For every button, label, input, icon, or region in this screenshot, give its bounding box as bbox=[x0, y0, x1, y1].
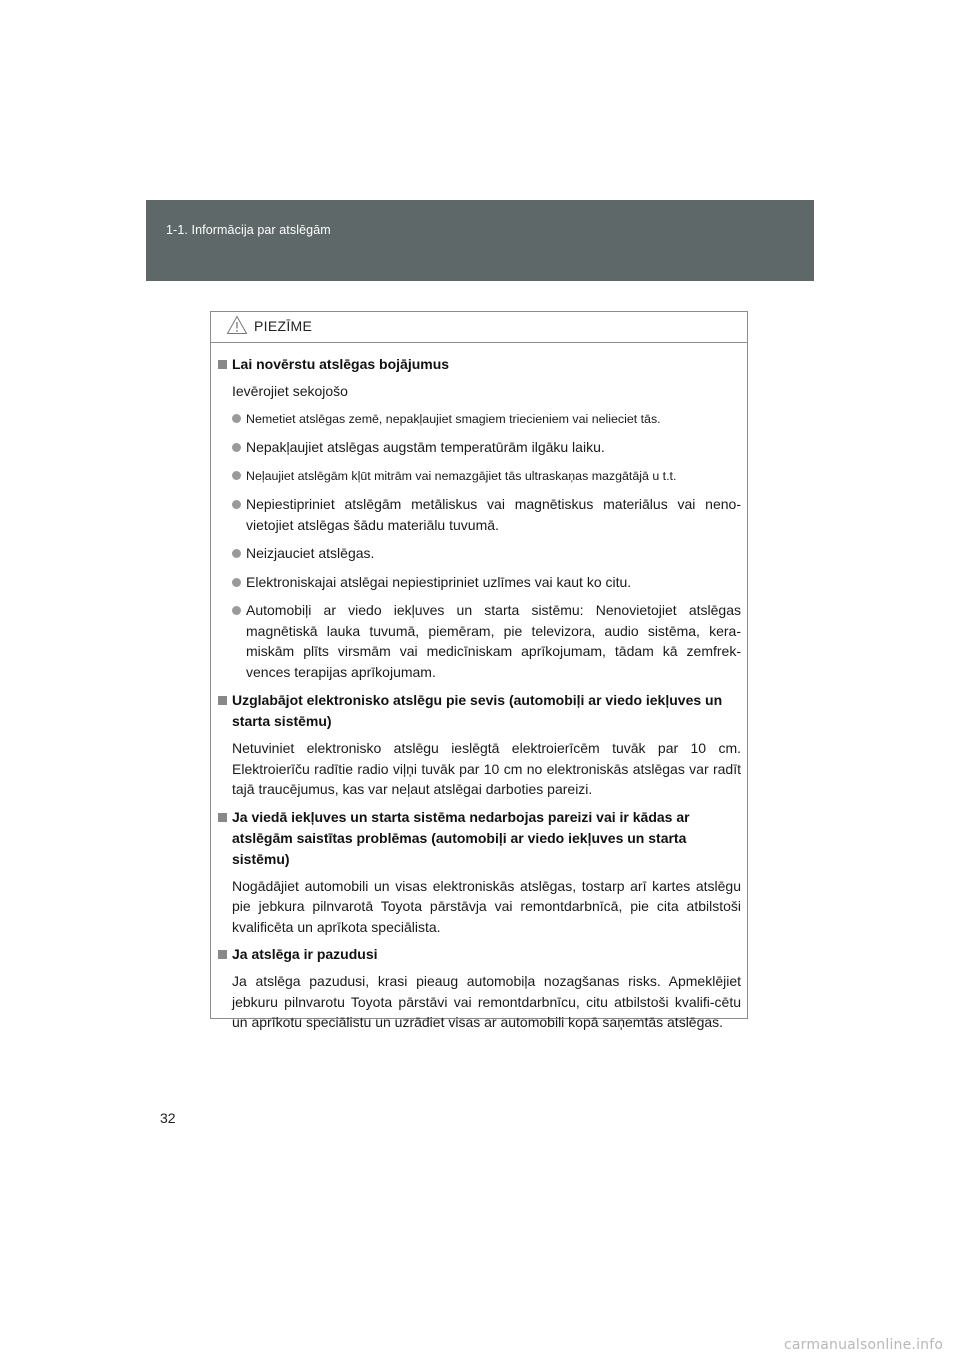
note-box bbox=[210, 311, 748, 1030]
section-heading: Lai novērstu atslēgas bojājumus bbox=[232, 356, 450, 372]
section-title: 1-1. Informācija par atslēgām bbox=[166, 223, 331, 237]
list-item: Automobiļi ar viedo iekļuves un starta sistēmu: Nenovietojiet atslēgas magnētiskā lauka tuvumā, piemēram, pie televizora, audio sistēma, kera-miskām plīts virsmām vai medicīniskam aprīkojumam, tādam kā zemfrek-vences terapijas aprīkojumam. bbox=[218, 600, 741, 682]
note-section bbox=[218, 354, 741, 682]
note-body bbox=[211, 343, 747, 1033]
round-bullet-icon bbox=[232, 414, 241, 423]
section-heading: Uzglabājot elektronisko atslēgu pie sevis (automobiļi ar viedo iekļuves un starta sistēmu) bbox=[232, 692, 723, 729]
section-text: Nogādājiet automobili un visas elektroniskās atslēgas, tostarp arī kartes atslēgu pie jebkura pilnvarotā Toyota pārstāvja vai remontdarbnīcā, pie cita atbilstoši kvalificēta un aprīkota speciālista. bbox=[232, 877, 741, 935]
section-heading: Ja atslēga ir pazudusi bbox=[232, 946, 378, 962]
square-bullet-icon bbox=[218, 696, 227, 705]
section-text: Ja atslēga pazudusi, krasi pieaug automobiļa nozagšanas risks. Apmeklējiet jebkuru pilnvarotu Toyota pārstāvi vai remontdarbnīcu, citu atbilstoši kvalifi-cētu un aprīkotu speciālistu un uzrādiet visas ar automobili kopā saņemtās atslēgas. bbox=[232, 973, 741, 1030]
section-header-band bbox=[146, 200, 814, 281]
round-bullet-icon bbox=[232, 443, 241, 452]
list-item: Nemetiet atslēgas zemē, nepakļaujiet smagiem triecieniem vai nelieciet tās. bbox=[218, 409, 741, 430]
note-section bbox=[218, 944, 741, 1033]
round-bullet-icon bbox=[232, 500, 241, 509]
note-section bbox=[218, 690, 741, 800]
round-bullet-icon bbox=[232, 471, 241, 480]
list-item: Neļaujiet atslēgām kļūt mitrām vai nemazgājiet tās ultraskaņas mazgātājā u t.t. bbox=[218, 466, 741, 487]
note-section bbox=[218, 807, 741, 938]
square-bullet-icon bbox=[218, 950, 227, 959]
list-item: Neizjauciet atslēgas. bbox=[218, 543, 741, 564]
round-bullet-icon bbox=[232, 606, 241, 615]
section-text: Netuviniet elektronisko atslēgu ieslēgtā elektroierīcēm tuvāk par 10 cm. Elektroierīču radītie radio viļņi tuvāk par 10 cm no elektroniskās atslēgas var radīt tajā traucējumus, kas var neļaut atslēgai darboties pareizi. bbox=[232, 740, 741, 797]
section-heading: Ja viedā iekļuves un starta sistēma nedarbojas pareizi vai ir kādas ar atslēgām saistītas problēmas (automobiļi ar viedo iekļuves un starta sistēmu) bbox=[232, 808, 690, 867]
note-header bbox=[211, 312, 747, 343]
square-bullet-icon bbox=[218, 813, 227, 822]
warning-triangle-icon bbox=[226, 315, 248, 335]
page-number: 32 bbox=[160, 1110, 176, 1126]
square-bullet-icon bbox=[218, 360, 227, 369]
round-bullet-icon bbox=[232, 578, 241, 587]
section-intro: Ievērojiet sekojošo bbox=[232, 383, 348, 399]
list-item: Nepiestipriniet atslēgām metāliskus vai magnētiskus materiālus vai neno-vietojiet atslēgas šādu materiālu tuvumā. bbox=[218, 494, 741, 535]
footer-watermark[interactable]: carmanualsonline.info bbox=[784, 1337, 944, 1353]
list-item: Nepakļaujiet atslēgas augstām temperatūrām ilgāku laiku. bbox=[218, 437, 741, 458]
list-item: Elektroniskajai atslēgai nepiestipriniet uzlīmes vai kaut ko citu. bbox=[218, 572, 741, 593]
round-bullet-icon bbox=[232, 549, 241, 558]
note-title: PIEZĪME bbox=[254, 318, 313, 334]
